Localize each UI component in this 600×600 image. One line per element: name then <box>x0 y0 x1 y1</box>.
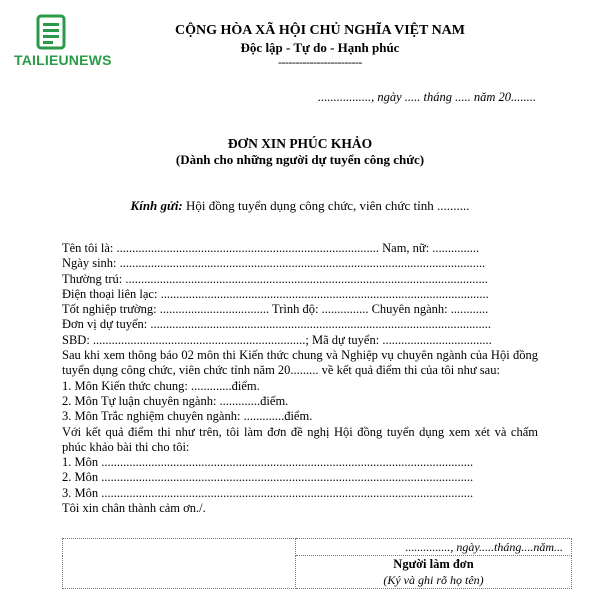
subject-item: 2. Môn ....................................................................................................................... <box>62 470 474 485</box>
field-name-gender: Tên tôi là: .................................................................................... Nam, nữ: ............... <box>62 241 480 255</box>
date-line: ................., ngày ..... tháng ..... năm 20........ <box>317 90 536 104</box>
signature-table <box>62 538 572 589</box>
signature-title: Người làm đơn <box>393 557 474 571</box>
recipient-label: Kính gửi: <box>130 198 183 213</box>
paragraph-request: Với kết quả điểm thi như trên, tôi làm đơn đề nghị Hội đồng tuyển dụng xem xét và chấm phúc khảo bài thi cho tôi: <box>62 424 538 454</box>
nation-title: CỘNG HÒA XÃ HỘI CHỦ NGHĨA VIỆT NAM <box>174 23 465 38</box>
document-header <box>130 22 510 68</box>
form-body <box>62 241 538 516</box>
field-unit: Đơn vị dự tuyển: ............................................................................................................. <box>62 317 492 332</box>
score-item: 2. Môn Tự luận chuyên ngành: .............điểm. <box>62 393 289 408</box>
field-education: Tốt nghiệp trường: ................................... Trình độ: ............... Chuyên ngành: ............ <box>62 302 489 317</box>
field-phone: Điện thoại liên lạc: ......................................................................................................... <box>62 286 489 301</box>
score-item: 1. Môn Kiến thức chung: .............điểm. <box>62 378 260 393</box>
closing-line: Tôi xin chân thành cảm ơn./. <box>62 501 206 516</box>
field-birthdate: Ngày sinh: ..................................................................................................................... <box>62 256 486 271</box>
document-title <box>0 136 600 168</box>
title-main: ĐƠN XIN PHÚC KHẢO <box>227 136 373 151</box>
site-logo <box>14 14 112 68</box>
signature-note: (Ký và ghi rõ họ tên) <box>383 573 484 587</box>
motto: Độc lập - Tự do - Hạnh phúc <box>240 40 400 55</box>
subject-item: 1. Môn ....................................................................................................................... <box>62 455 474 470</box>
signature-date: ..............., ngày.....tháng....năm... <box>296 539 572 556</box>
logo-text: TAILIEUNEWS <box>14 52 112 68</box>
field-residence: Thường trú: .................................................................................................................... <box>62 271 488 286</box>
score-item: 3. Môn Trắc nghiệm chuyên ngành: .............điểm. <box>62 409 313 424</box>
field-sbd: SBD: ....................................................................; Mã dự tuyển: ................................... <box>62 332 492 347</box>
recipient-text: Hội đồng tuyển dụng công chức, viên chức tỉnh .......... <box>186 198 470 213</box>
document-icon <box>36 14 66 50</box>
signature-left-cell <box>63 539 296 589</box>
recipient <box>0 198 600 214</box>
paragraph-results-intro: Sau khi xem thông báo 02 môn thi Kiến thức chung và Nghiệp vụ chuyên ngành của Hội đồng tuyển dụng công chức, viên chức tỉnh năm 20......... về kết quả điểm thi của tôi như sau: <box>62 348 538 378</box>
signature-block <box>296 556 572 589</box>
title-sub: (Dành cho những người dự tuyển công chức) <box>175 152 425 167</box>
header-rule: ------------------------ <box>278 55 362 69</box>
subject-item: 3. Môn ....................................................................................................................... <box>62 485 474 500</box>
